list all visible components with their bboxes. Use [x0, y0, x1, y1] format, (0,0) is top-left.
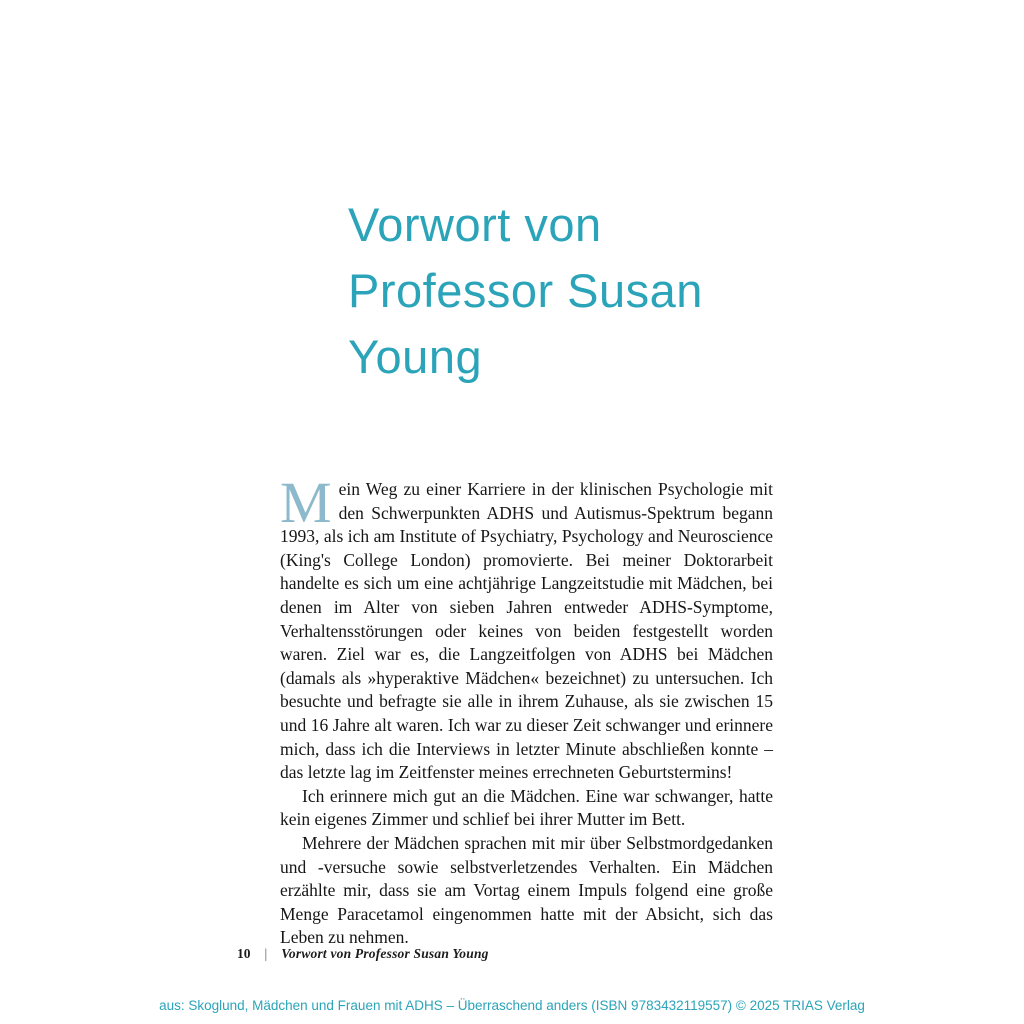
footer-separator: |	[264, 946, 268, 961]
paragraph-2: Ich erinnere mich gut an die Mädchen. Eine war schwanger, hatte kein eigenes Zimmer und schlief bei ihrer Mutter im Bett.	[280, 785, 773, 830]
paragraph-3: Mehrere der Mädchen sprachen mit mir über Selbstmordgedanken und -versuche sowie selbstverletzendes Verhalten. Ein Mädchen erzählte mir, dass sie am Vortag einem Impuls folgend eine große Menge Paracetamol eingenommen hatte mit der Absicht, sich das Leben zu nehmen.	[280, 832, 773, 948]
copyright-credit-line: aus: Skoglund, Mädchen und Frauen mit ADHS – Überraschend anders (ISBN 9783432119557) © 2025 TRIAS Verlag	[159, 998, 865, 1013]
chapter-title	[348, 192, 703, 390]
paragraph-1-text: ein Weg zu einer Karriere in der klinischen Psychologie mit den Schwerpunkten ADHS und Autismus-Spektrum begann 1993, als ich am Institute of Psychiatry, Psychology and Neuroscience (King's College London) promovierte. Bei meiner Doktorarbeit handelte es sich um eine achtjährige Langzeitstudie mit Mädchen, bei denen im Alter von sieben Jahren entweder ADHS-Symptome, Verhaltensstörungen oder keines von beiden festgestellt worden waren. Ziel war es, die Langzeitfolgen von ADHS bei Mädchen (damals als »hyperaktive Mädchen« bezeichnet) zu untersuchen. Ich besuchte und befragte sie alle in ihrem Zuhause, als sie zwischen 15 und 16 Jahre alt waren. Ich war zu dieser Zeit schwanger und erinnere mich, dass ich die Interviews in letzter Minute abschließen konnte – das letzte lag im Zeitfenster meines errechneten Geburtstermins!	[280, 479, 773, 783]
page-footer	[237, 946, 489, 962]
running-title: Vorwort von Professor Susan Young	[281, 946, 489, 961]
drop-cap: M	[280, 470, 332, 535]
chapter-title-line-3: Young	[348, 330, 483, 383]
paragraph-1	[280, 470, 773, 785]
chapter-title-line-2: Professor Susan	[348, 264, 703, 317]
body-text	[280, 470, 773, 950]
page-number: 10	[237, 946, 251, 961]
chapter-title-line-1: Vorwort von	[348, 198, 602, 251]
